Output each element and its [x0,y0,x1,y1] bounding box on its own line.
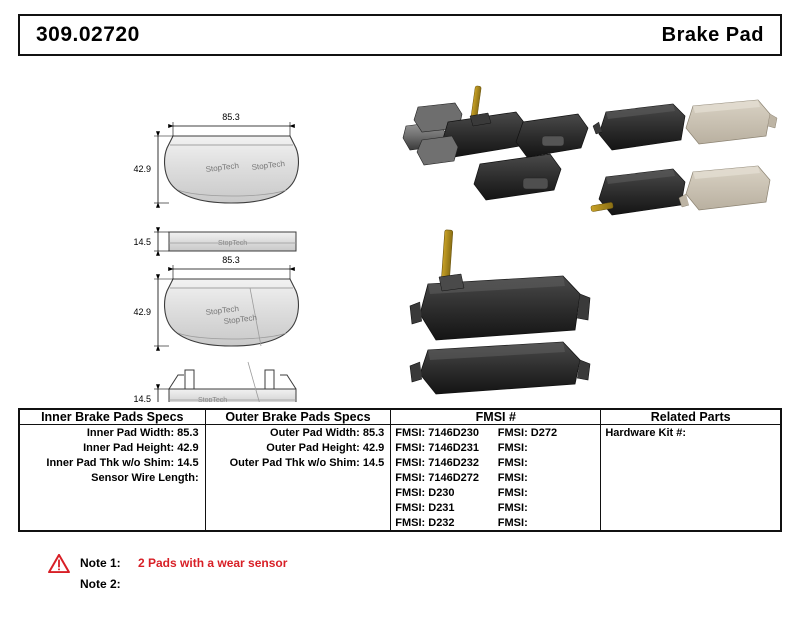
inner-pad-width: Inner Pad Width: 85.3 [86,426,199,439]
svg-text:StopTech: StopTech [198,397,228,402]
notes-section [48,552,548,594]
fmsi-item: FMSI: [497,456,528,469]
outer-pad-thickness: Outer Pad Thk w/o Shim: 14.5 [229,456,385,469]
fmsi-item: FMSI: 7146D232 [395,456,480,469]
fmsi-item: FMSI: [497,486,528,499]
pad-set-photo [591,100,777,215]
fmsi-item: FMSI: [497,471,528,484]
outer-pad-width: Outer Pad Width: 85.3 [270,426,385,439]
fmsi-item: FMSI: 7146D272 [395,471,480,484]
outer-specs-header: Outer Brake Pads Specs [205,409,391,425]
specs-table-body-row [19,425,781,532]
fmsi-item: FMSI: 7146D230 [395,426,480,439]
fmsi-right-column [498,425,601,530]
fmsi-item: FMSI: D272 [497,426,558,439]
parts-photo-cluster [403,86,588,200]
drawing-area [18,62,782,402]
hardware-kit-number: Hardware Kit #: [605,426,687,439]
inner-width-label: 85.3 [222,112,240,122]
part-number: 309.02720 [36,23,140,46]
note-1-text: 2 Pads with a wear sensor [138,555,288,570]
inner-pad-height: Inner Pad Height: 42.9 [83,441,199,454]
note-2-row [80,573,548,594]
inner-thickness-label: 14.5 [133,237,151,247]
inner-height-label: 42.9 [133,164,151,174]
outer-pad-side-view [169,362,296,402]
specs-table-header-row [19,409,781,425]
fmsi-item: FMSI: [497,441,528,454]
svg-text:StopTech: StopTech [205,160,240,174]
fmsi-item: FMSI: [497,516,528,529]
inner-pad-thickness: Inner Pad Thk w/o Shim: 14.5 [46,456,199,469]
outer-pad-top-view [165,279,299,346]
header-bar [18,14,782,56]
outer-specs-cell [205,425,391,532]
specs-table [18,408,782,532]
note-1-row [80,552,548,573]
fmsi-item: FMSI: 7146D231 [395,441,480,454]
fmsi-item: FMSI: D230 [395,486,455,499]
note-2-label: Note 2: [80,576,121,591]
technical-drawings-svg [18,62,782,402]
svg-text:StopTech: StopTech [218,240,248,247]
inner-pad-side-view [169,232,296,251]
fmsi-item: FMSI: D232 [395,516,455,529]
svg-text:StopTech: StopTech [223,312,258,326]
outer-width-label: 85.3 [222,255,240,265]
outer-height-label: 42.9 [133,307,151,317]
related-parts-header: Related Parts [601,409,781,425]
outer-width-dimension [173,255,290,279]
svg-text:StopTech: StopTech [251,158,286,172]
outer-pad-height: Outer Pad Height: 42.9 [266,441,385,454]
sensor-wire-length: Sensor Wire Length: [91,471,199,484]
fmsi-cell [391,425,601,532]
inner-pad-top-view [165,136,299,203]
inner-specs-cell [19,425,205,532]
note-1-label: Note 1: [80,555,121,570]
pad-with-wear-sensor-photo [410,230,590,394]
svg-text:StopTech: StopTech [205,303,240,317]
related-parts-cell [601,425,781,532]
inner-width-dimension [173,112,290,136]
fmsi-left-column [395,425,498,530]
fmsi-header: FMSI # [391,409,601,425]
fmsi-item: FMSI: [497,501,528,514]
inner-thickness-dimension [133,232,169,251]
warning-icon [48,554,70,573]
outer-thickness-label: 14.5 [133,394,151,402]
inner-specs-header: Inner Brake Pads Specs [19,409,205,425]
outer-thickness-dimension [133,389,169,402]
fmsi-item: FMSI: D231 [395,501,455,514]
page-title: Brake Pad [661,23,764,46]
